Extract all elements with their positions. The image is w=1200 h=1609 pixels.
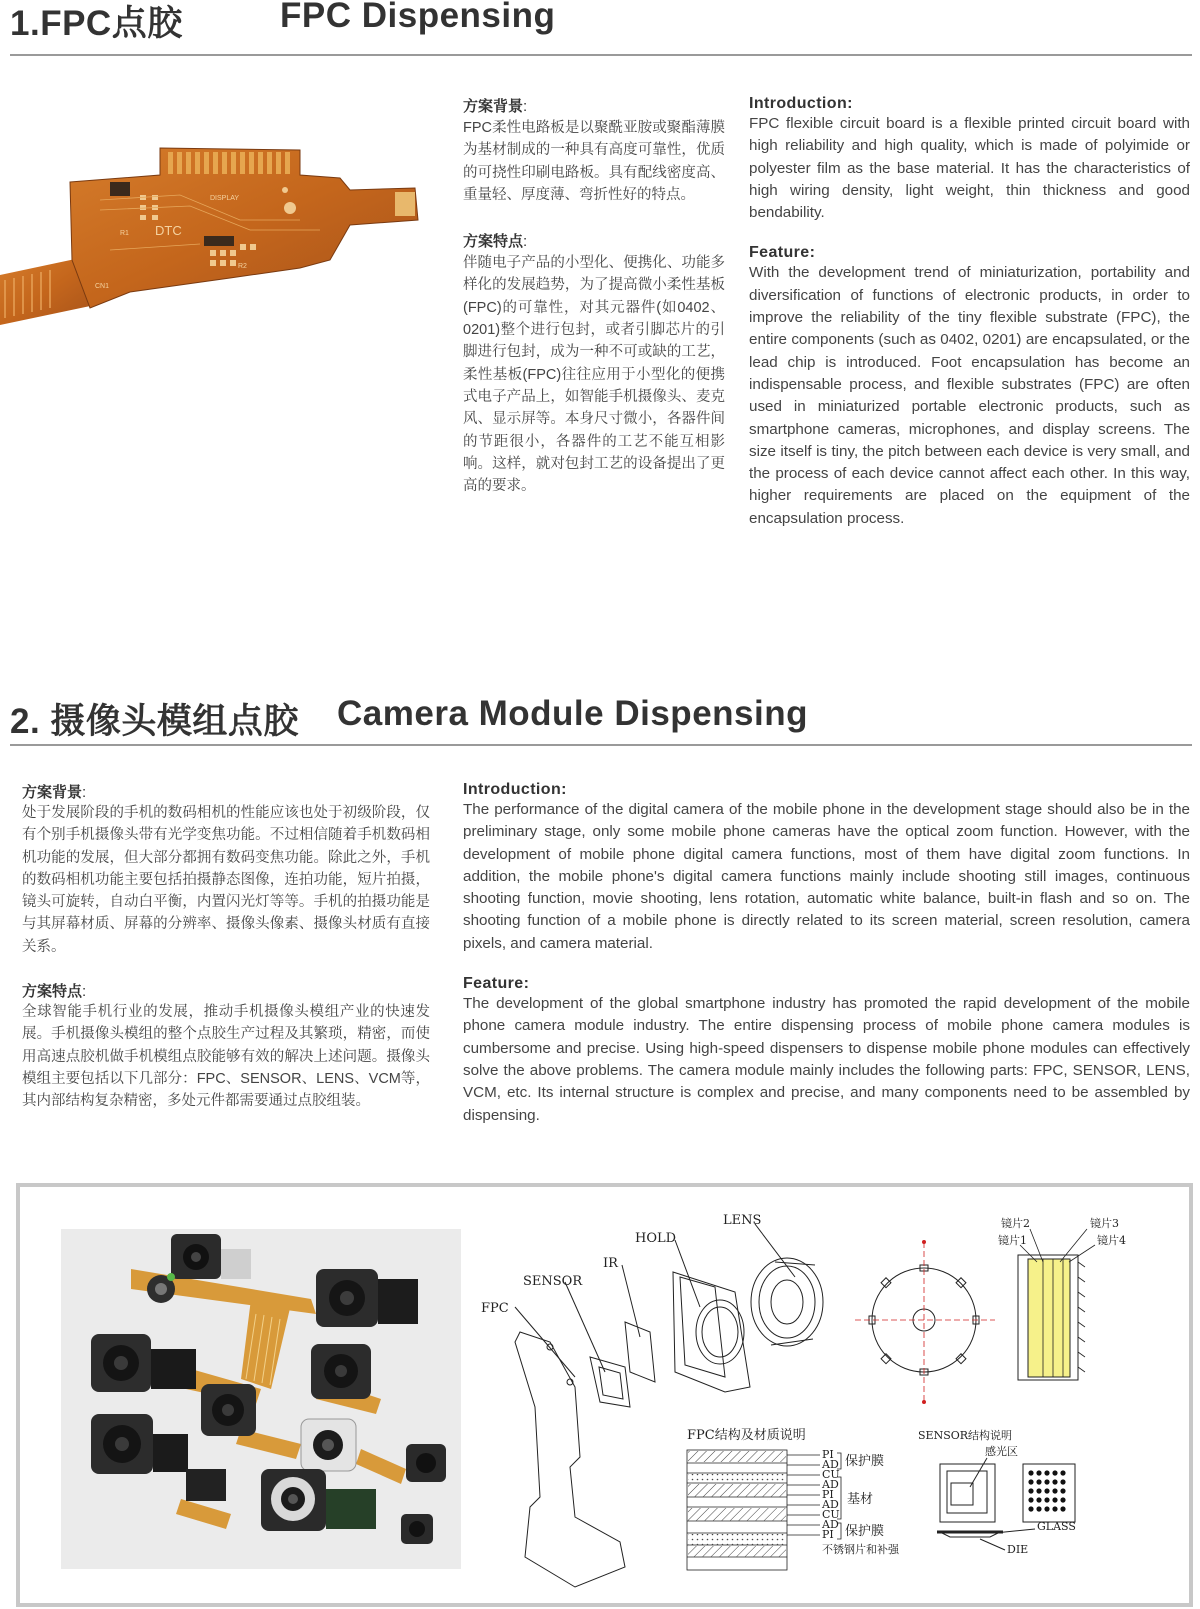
fpc-layer-label: AD: [822, 1518, 839, 1531]
s1-feat-heading-en: Feature:: [749, 244, 816, 262]
s1-intro-body-en: FPC flexible circuit board is a flexible printed circuit board with high reliability and high quality, which is made of polyimide or polyester film as the base material. It has the characteristics of high wiring density, light weight, thin thickness and good bendability.: [749, 115, 1190, 222]
label-sensor: SENSOR: [523, 1274, 583, 1289]
silk-display: DISPLAY: [210, 195, 240, 202]
fpc-protect-top: 保护膜: [845, 1454, 885, 1469]
fpc-board-photo: [0, 140, 430, 340]
s2-feat-body-zh: 全球智能手机行业的发展，推动手机摄像头模组产业的快速发展。手机摄像头模组的整个点胶生产过程及其繁琐，精密，而使用高速点胶机做手机模组点胶能够有效的解决上述问题。摄像头模组主要包括以下几部分：FPC、SENSOR、LENS、VCM等，其内部结构复杂精密，多处元件都需要通过点胶组装。: [22, 1004, 430, 1110]
fpc-layer-label: PI: [822, 1488, 834, 1501]
s2-intro-heading-en: Introduction:: [463, 781, 567, 798]
fpc-layer-label: PI: [822, 1448, 834, 1461]
silk-dtc: DTC: [155, 223, 182, 238]
camera-module-diagram: [475, 1207, 1190, 1602]
s1-bg-heading-zh: 方案背景:: [463, 98, 528, 115]
s2-bg-heading-zh: 方案背景:: [22, 784, 87, 801]
camera-module-figure: [16, 1183, 1193, 1607]
section2-title-en: Camera Module Dispensing: [337, 694, 808, 733]
s2-bg-body-zh: 处于发展阶段的手机的数码相机的性能应该也处于初级阶段，仅有个别手机摄像头带有光学变焦功能。不过相信随着手机数码相机功能的发展，但大部分都拥有数码变焦功能。除此之外，手机的数码相机功能主要包括拍摄静态图像，连拍功能，短片拍摄，镜头可旋转，自动白平衡，内置闪光灯等等。手机的拍摄功能是与其屏幕材质、屏幕的分辨率、摄像头像素、摄像头材质有直接关系。: [22, 805, 430, 955]
fpc-layer-label: AD: [822, 1458, 839, 1471]
s2-feat-heading-zh: 方案特点:: [22, 983, 87, 1001]
section1-title-zh: 1.FPC点胶: [10, 4, 183, 43]
fpc-steel: 不锈钢片和补强: [822, 1543, 899, 1556]
section2-divider: [10, 744, 1192, 746]
label-lens-1: 镜片1: [998, 1234, 1027, 1247]
s1-feat-heading-zh: 方案特点:: [463, 233, 528, 251]
label-lens-4: 镜片4: [1097, 1234, 1126, 1247]
fpc-layer-label: AD: [822, 1478, 839, 1491]
silk-cn1: CN1: [95, 283, 110, 290]
s1-bg-body-zh: FPC柔性电路板是以聚酰亚胺或聚酯薄膜为基材制成的一种具有高度可靠性，优质的可挠性印刷电路板。具有配线密度高、重量轻、厚度薄、弯折性好的特点。: [463, 120, 725, 203]
label-lens: LENS: [723, 1213, 762, 1228]
silk-r2: R2: [238, 263, 247, 270]
label-hold: HOLD: [635, 1231, 677, 1246]
s2-feat-body-en: The development of the global smartphone industry has promoted the rapid development of the mobile phone camera module industry. The entire dispensing process of mobile phone camera modules is cumbersome and precise. Using high-speed dispensers to dispense mobile phone modules can effectively solve the above problems. The camera module mainly includes the following parts: FPC, SENSOR, LENS, VCM, etc. Its internal structure is complex and precise, and many components need to be assembled by dispensing.: [463, 995, 1190, 1124]
fpc-layer-label: AD: [822, 1498, 839, 1511]
fpc-base: 基材: [847, 1492, 874, 1507]
fpc-layer-label: PI: [822, 1528, 834, 1541]
camera-modules-photo: [61, 1229, 461, 1569]
label-fpc: FPC: [481, 1301, 509, 1316]
section1-title-en: FPC Dispensing: [280, 0, 556, 35]
sensor-glass-label: GLASS: [1037, 1520, 1076, 1533]
sensor-struct-title: SENSOR结构说明: [918, 1429, 1013, 1442]
fpc-layer-labels: [821, 1448, 840, 1541]
s2-intro-body-en: The performance of the digital camera of the mobile phone in the development stage should also be in the preliminary stage, only some mobile phone cameras have the optical zoom function. However, with the development of mobile phone digital camera functions, most of them have digital zoom functions. In addition, the mobile phone's digital camera functions mainly include shooting still images, continuous shooting function, movie shooting, lens rotation, automatic white balance, built-in flash and so on. The shooting function of a mobile phone is directly related to its screen material, screen resolution, camera pixels, and camera material.: [463, 801, 1190, 952]
fpc-struct-title: FPC结构及材质说明: [687, 1428, 806, 1443]
silk-r1: R1: [120, 230, 129, 237]
s1-feat-body-en: With the development trend of miniaturization, portability and diversification of functions of electronic products, in order to improve the reliability of the tiny flexible substrate (FPC), the entire components (such as 0402, 0201) are encapsulated, or the lead chip is introduced. Foot encapsulation has become an indispensable process, and flexible substrates (FPC) are often used in miniaturized portable electronic products, such as smartphone cameras, microphones, and display screens. The size itself is tiny, the pitch between each device is very small, and the process of each device cannot affect each other. In this way, higher requirements are placed on the equipment of the encapsulation process.: [749, 264, 1190, 527]
s1-intro-heading-en: Introduction:: [749, 95, 853, 112]
sensor-die-label: DIE: [1007, 1543, 1029, 1556]
fpc-layer-label: CU: [822, 1508, 840, 1521]
sensor-area-label: 感光区: [985, 1445, 1018, 1458]
section1-divider: [10, 54, 1192, 56]
fpc-layer-label: CU: [822, 1468, 840, 1481]
label-lens-2: 镜片2: [1001, 1217, 1030, 1230]
label-ir: IR: [603, 1256, 618, 1271]
label-lens-3: 镜片3: [1090, 1217, 1119, 1230]
section2-title-zh: 2. 摄像头模组点胶: [10, 702, 299, 741]
s1-feat-body-zh: 伴随电子产品的小型化、便携化、功能多样化的发展趋势，为了提高微小柔性基板(FPC)的可靠性，对其元器件(如0402、0201)整个进行包封，或者引脚芯片的引脚进行包封，成为一种不可或缺的工艺，柔性基板(FPC)往往应用于小型化的便携式电子产品上，如智能手机摄像头、麦克风、显示屏等。本身尺寸微小，各器件间的节距很小，各器件的工艺不能互相影响。这样，就对包封工艺的设备提出了更高的要求。: [463, 255, 725, 495]
s2-feat-heading-en: Feature:: [463, 975, 530, 993]
fpc-protect-bottom: 保护膜: [845, 1524, 885, 1539]
